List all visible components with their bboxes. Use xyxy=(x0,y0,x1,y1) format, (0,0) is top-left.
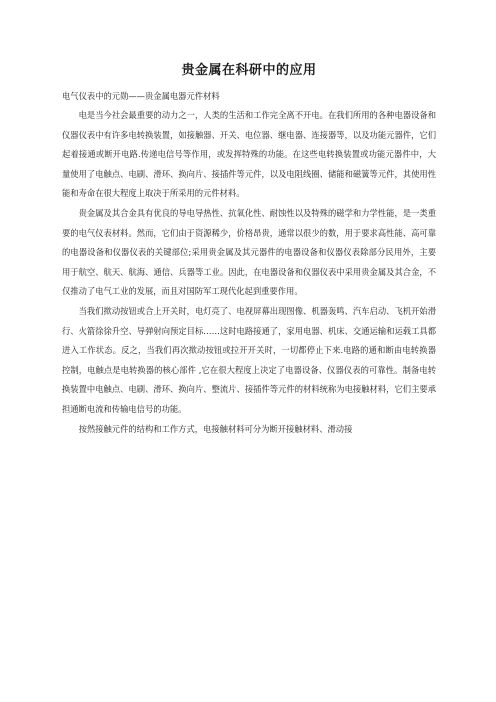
paragraph-2: 贵金属及其合金具有优良的导电导热性、抗氧化性、耐蚀性以及特殊的磁学和力学性能，是一类重要的电气仪表材料。然而，它们由于资源稀少，价格昂贵，通常以很少的数，用于要求高性能、高可靠的电器设备和仪器仪表的关键部位;采用贵金属及其元器件的电器设备和仪器仪表除部分民用外，主要用于航空、航天、航海、通信、兵器等工业。因此，在电器设备和仪器仪表中采用贵金属及其合金，不仅推动了电气工业的发展，而且对国防军工现代化起到重要作用。 xyxy=(62,207,436,297)
paragraph-1: 电是当今社会最重要的动力之一，人类的生活和工作完全离不开电。在我们所用的各种电器设备和仪器仪表中有许多电转换装置，如接触器、开关、电位器、继电器、连接器等，以及功能元器件，它们起着接通或断开电路.传递电信号等作用，或发挥特殊的功能。在这些电转换装置或功能元器件中，大量使用了电触点、电刷、滑环、换向片、接插件等元件，以及电阻线圈、储能和磁簧等元件，其使用性能和寿命在很大程度上取决于所采用的元件材料。 xyxy=(62,110,436,199)
paragraph-4: 按然接触元件的结构和工作方式，电接触材料可分为断开接触材料、滑动接 xyxy=(78,423,353,434)
document-subtitle: 电气仪表中的元勋——贵金属电器元件材料 xyxy=(62,91,220,101)
paragraph-3: 当我们揿动按钮或合上开关时，电灯亮了、电视屏幕出现图像、机器轰鸣、汽车启动、飞机开始滑行、火箭徐徐升空、导弹射向预定目标……这时电路接通了，家用电器、机床、交通运输和运载工具都进入工作状态。反之，当我们再次揿动按钮或拉开开关时，一切都停止下来.电路的通和断由电转换器控制，电触点是电转换器的核心部件 ,它在很大程度上决定了电器设备、仪器仪表的可靠性。制备电转换装置中电触点、电刷、滑环、换向片、整流片、接插件等元件的材料统称为电接触材料，它们主要承担通断电流和传输电信号的功能。 xyxy=(62,305,436,414)
document-title: 贵金属在科研中的应用 xyxy=(181,63,317,78)
